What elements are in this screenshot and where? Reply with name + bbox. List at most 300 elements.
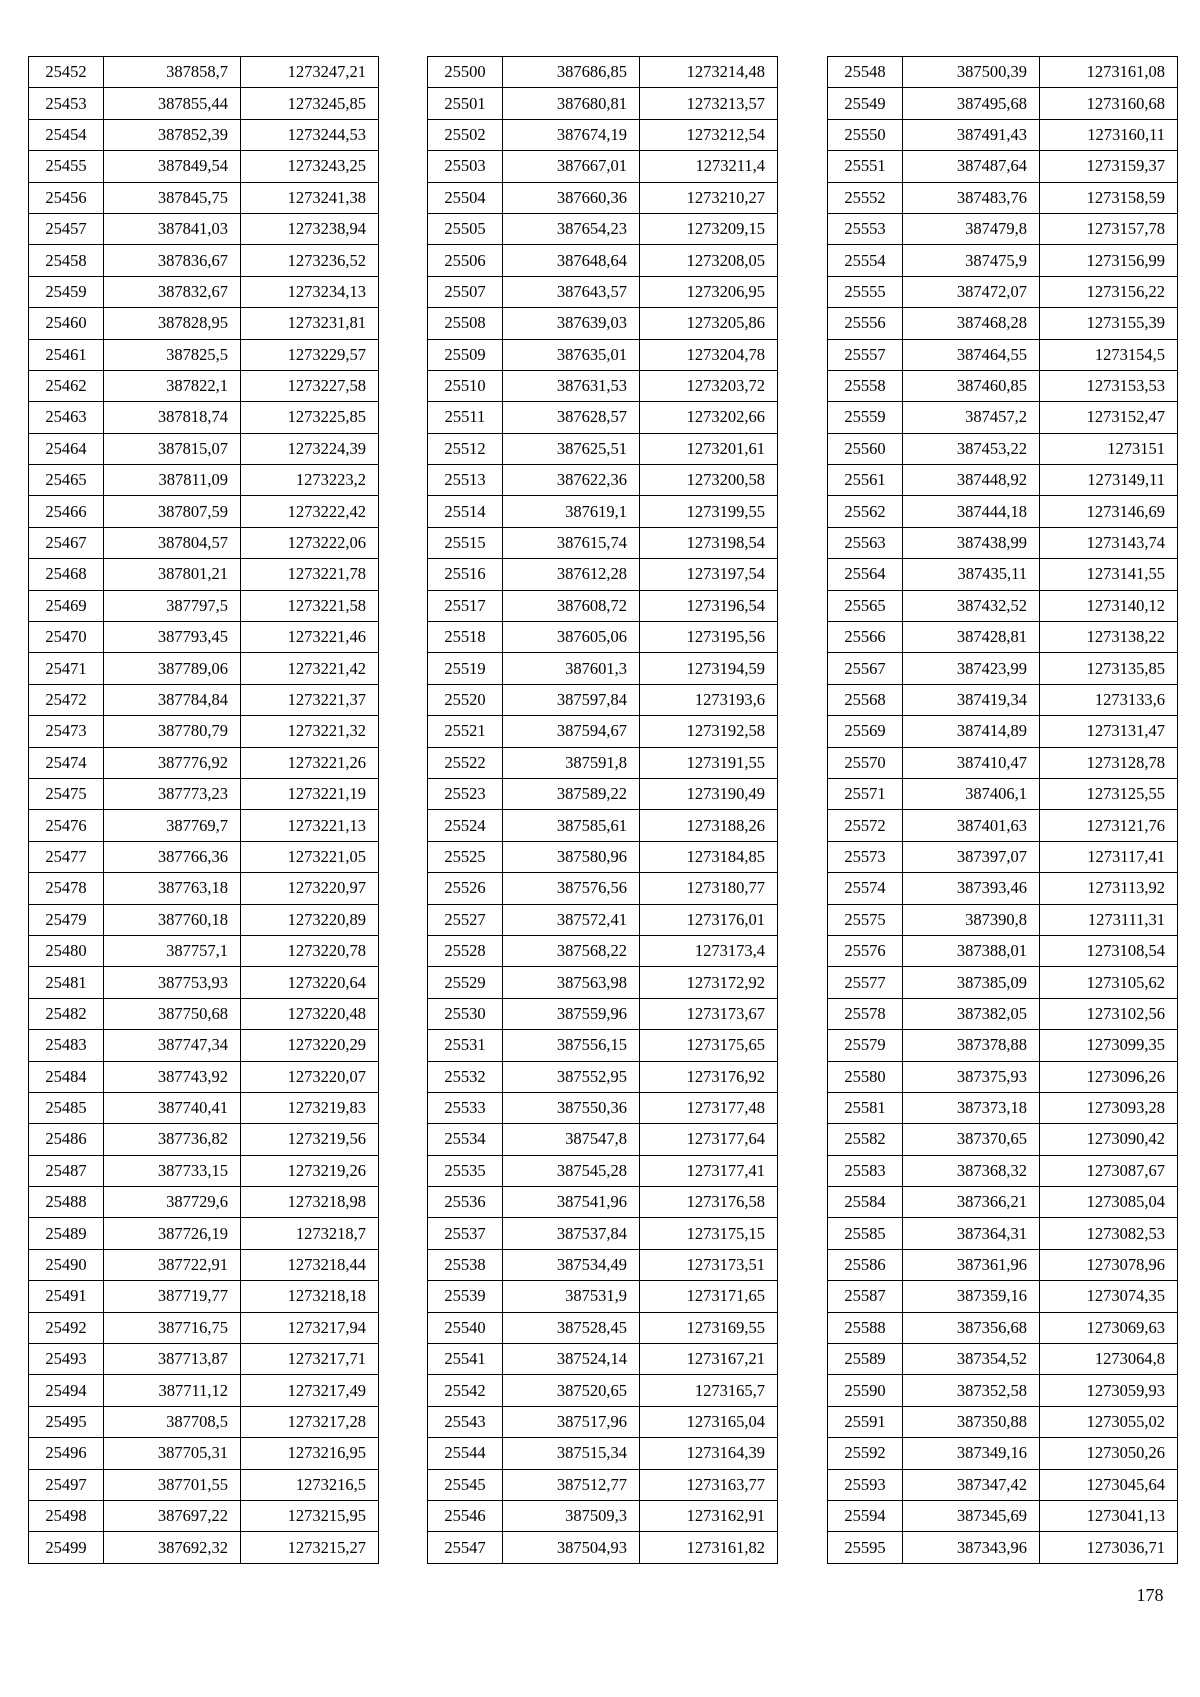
table-row [828,1124,1178,1155]
x-coordinate-cell: 387780,79 [104,716,241,747]
point-id-cell: 25475 [29,778,104,809]
x-coordinate-cell: 387635,01 [503,339,640,370]
point-id-cell: 25522 [428,747,503,778]
point-id-cell: 25498 [29,1500,104,1531]
table-row [828,1061,1178,1092]
y-coordinate-cell: 1273152,47 [1040,402,1178,433]
y-coordinate-cell: 1273059,93 [1040,1375,1178,1406]
x-coordinate-cell: 387361,96 [903,1249,1040,1280]
point-id-cell: 25517 [428,590,503,621]
table-row [428,1500,778,1531]
x-coordinate-cell: 387347,42 [903,1469,1040,1500]
y-coordinate-cell: 1273221,13 [241,810,379,841]
x-coordinate-cell: 387832,67 [104,276,241,307]
point-id-cell: 25543 [428,1406,503,1437]
table-row [29,1061,379,1092]
table-row [828,1375,1178,1406]
x-coordinate-cell: 387713,87 [104,1344,241,1375]
table-row [428,716,778,747]
y-coordinate-cell: 1273217,28 [241,1406,379,1437]
y-coordinate-cell: 1273159,37 [1040,151,1178,182]
point-id-cell: 25547 [428,1532,503,1563]
y-coordinate-cell: 1273141,55 [1040,559,1178,590]
point-id-cell: 25518 [428,622,503,653]
y-coordinate-cell: 1273128,78 [1040,747,1178,778]
point-id-cell: 25529 [428,967,503,998]
y-coordinate-cell: 1273199,55 [640,496,778,527]
y-coordinate-cell: 1273221,32 [241,716,379,747]
y-coordinate-cell: 1273221,42 [241,653,379,684]
table-row [428,1218,778,1249]
y-coordinate-cell: 1273218,7 [241,1218,379,1249]
table-row [428,1124,778,1155]
y-coordinate-cell: 1273209,15 [640,213,778,244]
y-coordinate-cell: 1273180,77 [640,873,778,904]
point-id-cell: 25581 [828,1092,903,1123]
x-coordinate-cell: 387457,2 [903,402,1040,433]
x-coordinate-cell: 387773,23 [104,778,241,809]
y-coordinate-cell: 1273204,78 [640,339,778,370]
point-id-cell: 25590 [828,1375,903,1406]
point-id-cell: 25497 [29,1469,104,1500]
y-coordinate-cell: 1273055,02 [1040,1406,1178,1437]
y-coordinate-cell: 1273195,56 [640,622,778,653]
x-coordinate-cell: 387708,5 [104,1406,241,1437]
point-id-cell: 25504 [428,182,503,213]
y-coordinate-cell: 1273216,5 [241,1469,379,1500]
x-coordinate-cell: 387747,34 [104,1030,241,1061]
point-id-cell: 25466 [29,496,104,527]
x-coordinate-cell: 387515,34 [503,1438,640,1469]
y-coordinate-cell: 1273090,42 [1040,1124,1178,1155]
point-id-cell: 25474 [29,747,104,778]
point-id-cell: 25469 [29,590,104,621]
point-id-cell: 25480 [29,935,104,966]
x-coordinate-cell: 387475,9 [903,245,1040,276]
table-row [428,590,778,621]
point-id-cell: 25460 [29,308,104,339]
x-coordinate-cell: 387855,44 [104,88,241,119]
table-row [828,88,1178,119]
y-coordinate-cell: 1273082,53 [1040,1218,1178,1249]
x-coordinate-cell: 387472,07 [903,276,1040,307]
point-id-cell: 25477 [29,841,104,872]
point-id-cell: 25487 [29,1155,104,1186]
table-row [29,151,379,182]
point-id-cell: 25586 [828,1249,903,1280]
point-id-cell: 25556 [828,308,903,339]
x-coordinate-cell: 387563,98 [503,967,640,998]
table-row [428,1187,778,1218]
table-row [428,1532,778,1563]
x-coordinate-cell: 387444,18 [903,496,1040,527]
table-row [828,590,1178,621]
point-id-cell: 25478 [29,873,104,904]
y-coordinate-cell: 1273201,61 [640,433,778,464]
y-coordinate-cell: 1273206,95 [640,276,778,307]
table-row [29,57,379,88]
y-coordinate-cell: 1273151 [1040,433,1178,464]
y-coordinate-cell: 1273172,92 [640,967,778,998]
point-id-cell: 25499 [29,1532,104,1563]
x-coordinate-cell: 387435,11 [903,559,1040,590]
x-coordinate-cell: 387585,61 [503,810,640,841]
x-coordinate-cell: 387460,85 [903,370,1040,401]
table-row [29,527,379,558]
table-row [828,1344,1178,1375]
point-id-cell: 25568 [828,684,903,715]
table-row [828,1218,1178,1249]
point-id-cell: 25502 [428,119,503,150]
table-row [828,873,1178,904]
table-row [29,308,379,339]
y-coordinate-cell: 1273156,99 [1040,245,1178,276]
y-coordinate-cell: 1273220,48 [241,998,379,1029]
point-id-cell: 25510 [428,370,503,401]
x-coordinate-cell: 387359,16 [903,1281,1040,1312]
point-id-cell: 25538 [428,1249,503,1280]
x-coordinate-cell: 387559,96 [503,998,640,1029]
y-coordinate-cell: 1273064,8 [1040,1344,1178,1375]
point-id-cell: 25580 [828,1061,903,1092]
x-coordinate-cell: 387801,21 [104,559,241,590]
x-coordinate-cell: 387858,7 [104,57,241,88]
y-coordinate-cell: 1273161,82 [640,1532,778,1563]
table-row [828,496,1178,527]
x-coordinate-cell: 387841,03 [104,213,241,244]
table-row [428,1344,778,1375]
point-id-cell: 25481 [29,967,104,998]
y-coordinate-cell: 1273192,58 [640,716,778,747]
y-coordinate-cell: 1273198,54 [640,527,778,558]
y-coordinate-cell: 1273222,06 [241,527,379,558]
x-coordinate-cell: 387776,92 [104,747,241,778]
x-coordinate-cell: 387580,96 [503,841,640,872]
table-row [828,778,1178,809]
y-coordinate-cell: 1273177,64 [640,1124,778,1155]
point-id-cell: 25565 [828,590,903,621]
x-coordinate-cell: 387608,72 [503,590,640,621]
point-id-cell: 25576 [828,935,903,966]
point-id-cell: 25535 [428,1155,503,1186]
y-coordinate-cell: 1273223,2 [241,465,379,496]
table-row [29,622,379,653]
point-id-cell: 25489 [29,1218,104,1249]
coordinate-table-3 [827,56,1178,1564]
coordinate-table-body [828,57,1178,1564]
y-coordinate-cell: 1273197,54 [640,559,778,590]
x-coordinate-cell: 387468,28 [903,308,1040,339]
table-row [29,778,379,809]
point-id-cell: 25557 [828,339,903,370]
x-coordinate-cell: 387605,06 [503,622,640,653]
table-row [428,1406,778,1437]
table-row [428,402,778,433]
table-row [29,433,379,464]
point-id-cell: 25553 [828,213,903,244]
x-coordinate-cell: 387622,36 [503,465,640,496]
table-row [29,88,379,119]
table-row [29,213,379,244]
y-coordinate-cell: 1273135,85 [1040,653,1178,684]
point-id-cell: 25458 [29,245,104,276]
point-id-cell: 25573 [828,841,903,872]
x-coordinate-cell: 387487,64 [903,151,1040,182]
table-row [29,182,379,213]
x-coordinate-cell: 387643,57 [503,276,640,307]
y-coordinate-cell: 1273221,78 [241,559,379,590]
x-coordinate-cell: 387733,15 [104,1155,241,1186]
y-coordinate-cell: 1273220,89 [241,904,379,935]
point-id-cell: 25593 [828,1469,903,1500]
y-coordinate-cell: 1273078,96 [1040,1249,1178,1280]
point-id-cell: 25575 [828,904,903,935]
table-row [828,559,1178,590]
y-coordinate-cell: 1273096,26 [1040,1061,1178,1092]
x-coordinate-cell: 387591,8 [503,747,640,778]
point-id-cell: 25492 [29,1312,104,1343]
table-row [29,1500,379,1531]
y-coordinate-cell: 1273171,65 [640,1281,778,1312]
table-row [828,1092,1178,1123]
x-coordinate-cell: 387366,21 [903,1187,1040,1218]
point-id-cell: 25520 [428,684,503,715]
table-row [428,810,778,841]
y-coordinate-cell: 1273218,18 [241,1281,379,1312]
table-row [828,151,1178,182]
point-id-cell: 25516 [428,559,503,590]
point-id-cell: 25587 [828,1281,903,1312]
point-id-cell: 25546 [428,1500,503,1531]
point-id-cell: 25511 [428,402,503,433]
table-row [828,998,1178,1029]
x-coordinate-cell: 387825,5 [104,339,241,370]
y-coordinate-cell: 1273160,11 [1040,119,1178,150]
point-id-cell: 25585 [828,1218,903,1249]
y-coordinate-cell: 1273102,56 [1040,998,1178,1029]
point-id-cell: 25459 [29,276,104,307]
y-coordinate-cell: 1273202,66 [640,402,778,433]
point-id-cell: 25519 [428,653,503,684]
x-coordinate-cell: 387373,18 [903,1092,1040,1123]
x-coordinate-cell: 387836,67 [104,245,241,276]
point-id-cell: 25574 [828,873,903,904]
point-id-cell: 25525 [428,841,503,872]
y-coordinate-cell: 1273041,13 [1040,1500,1178,1531]
x-coordinate-cell: 387552,95 [503,1061,640,1092]
table-row [29,1187,379,1218]
x-coordinate-cell: 387370,65 [903,1124,1040,1155]
table-row [428,245,778,276]
y-coordinate-cell: 1273244,53 [241,119,379,150]
table-row [29,370,379,401]
y-coordinate-cell: 1273154,5 [1040,339,1178,370]
point-id-cell: 25476 [29,810,104,841]
y-coordinate-cell: 1273050,26 [1040,1438,1178,1469]
table-row [828,57,1178,88]
x-coordinate-cell: 387419,34 [903,684,1040,715]
x-coordinate-cell: 387722,91 [104,1249,241,1280]
table-row [29,119,379,150]
x-coordinate-cell: 387818,74 [104,402,241,433]
x-coordinate-cell: 387631,53 [503,370,640,401]
y-coordinate-cell: 1273149,11 [1040,465,1178,496]
y-coordinate-cell: 1273191,55 [640,747,778,778]
x-coordinate-cell: 387491,43 [903,119,1040,150]
x-coordinate-cell: 387483,76 [903,182,1040,213]
x-coordinate-cell: 387545,28 [503,1155,640,1186]
table-row [428,433,778,464]
x-coordinate-cell: 387378,88 [903,1030,1040,1061]
y-coordinate-cell: 1273190,49 [640,778,778,809]
x-coordinate-cell: 387572,41 [503,904,640,935]
y-coordinate-cell: 1273160,68 [1040,88,1178,119]
y-coordinate-cell: 1273229,57 [241,339,379,370]
point-id-cell: 25560 [828,433,903,464]
table-row [29,684,379,715]
point-id-cell: 25484 [29,1061,104,1092]
y-coordinate-cell: 1273074,35 [1040,1281,1178,1312]
y-coordinate-cell: 1273220,64 [241,967,379,998]
x-coordinate-cell: 387534,49 [503,1249,640,1280]
table-row [828,1281,1178,1312]
y-coordinate-cell: 1273108,54 [1040,935,1178,966]
point-id-cell: 25544 [428,1438,503,1469]
point-id-cell: 25562 [828,496,903,527]
y-coordinate-cell: 1273208,05 [640,245,778,276]
table-row [428,308,778,339]
point-id-cell: 25527 [428,904,503,935]
x-coordinate-cell: 387448,92 [903,465,1040,496]
point-id-cell: 25564 [828,559,903,590]
table-row [29,1344,379,1375]
point-id-cell: 25552 [828,182,903,213]
table-row [828,904,1178,935]
y-coordinate-cell: 1273222,42 [241,496,379,527]
y-coordinate-cell: 1273158,59 [1040,182,1178,213]
y-coordinate-cell: 1273227,58 [241,370,379,401]
x-coordinate-cell: 387401,63 [903,810,1040,841]
coordinate-table-body [29,57,379,1564]
point-id-cell: 25472 [29,684,104,715]
point-id-cell: 25548 [828,57,903,88]
point-id-cell: 25513 [428,465,503,496]
x-coordinate-cell: 387726,19 [104,1218,241,1249]
x-coordinate-cell: 387845,75 [104,182,241,213]
y-coordinate-cell: 1273113,92 [1040,873,1178,904]
point-id-cell: 25533 [428,1092,503,1123]
point-id-cell: 25541 [428,1344,503,1375]
x-coordinate-cell: 387625,51 [503,433,640,464]
table-row [29,841,379,872]
y-coordinate-cell: 1273215,27 [241,1532,379,1563]
table-row [428,935,778,966]
table-row [828,119,1178,150]
table-row [828,622,1178,653]
x-coordinate-cell: 387736,82 [104,1124,241,1155]
x-coordinate-cell: 387750,68 [104,998,241,1029]
point-id-cell: 25479 [29,904,104,935]
y-coordinate-cell: 1273131,47 [1040,716,1178,747]
table-row [428,1249,778,1280]
x-coordinate-cell: 387757,1 [104,935,241,966]
x-coordinate-cell: 387556,15 [503,1030,640,1061]
table-row [428,465,778,496]
table-row [428,339,778,370]
point-id-cell: 25550 [828,119,903,150]
table-row [828,1532,1178,1563]
table-row [428,559,778,590]
point-id-cell: 25456 [29,182,104,213]
table-row [428,1438,778,1469]
y-coordinate-cell: 1273165,7 [640,1375,778,1406]
point-id-cell: 25453 [29,88,104,119]
table-row [29,1281,379,1312]
point-id-cell: 25486 [29,1124,104,1155]
table-row [428,213,778,244]
x-coordinate-cell: 387520,65 [503,1375,640,1406]
x-coordinate-cell: 387550,36 [503,1092,640,1123]
coordinate-table-2 [427,56,778,1564]
y-coordinate-cell: 1273231,81 [241,308,379,339]
point-id-cell: 25528 [428,935,503,966]
x-coordinate-cell: 387804,57 [104,527,241,558]
table-row [428,998,778,1029]
table-row [29,1155,379,1186]
table-row [828,967,1178,998]
table-row [428,684,778,715]
y-coordinate-cell: 1273224,39 [241,433,379,464]
x-coordinate-cell: 387716,75 [104,1312,241,1343]
table-row [428,904,778,935]
y-coordinate-cell: 1273173,4 [640,935,778,966]
point-id-cell: 25473 [29,716,104,747]
y-coordinate-cell: 1273121,76 [1040,810,1178,841]
y-coordinate-cell: 1273099,35 [1040,1030,1178,1061]
table-row [828,1406,1178,1437]
x-coordinate-cell: 387509,3 [503,1500,640,1531]
table-row [828,182,1178,213]
x-coordinate-cell: 387547,8 [503,1124,640,1155]
table-row [828,1030,1178,1061]
y-coordinate-cell: 1273218,98 [241,1187,379,1218]
x-coordinate-cell: 387385,09 [903,967,1040,998]
y-coordinate-cell: 1273212,54 [640,119,778,150]
y-coordinate-cell: 1273194,59 [640,653,778,684]
point-id-cell: 25526 [428,873,503,904]
x-coordinate-cell: 387414,89 [903,716,1040,747]
point-id-cell: 25507 [428,276,503,307]
y-coordinate-cell: 1273221,05 [241,841,379,872]
x-coordinate-cell: 387743,92 [104,1061,241,1092]
y-coordinate-cell: 1273221,26 [241,747,379,778]
x-coordinate-cell: 387612,28 [503,559,640,590]
x-coordinate-cell: 387729,6 [104,1187,241,1218]
x-coordinate-cell: 387793,45 [104,622,241,653]
x-coordinate-cell: 387769,7 [104,810,241,841]
point-id-cell: 25452 [29,57,104,88]
point-id-cell: 25462 [29,370,104,401]
table-row [428,967,778,998]
y-coordinate-cell: 1273247,21 [241,57,379,88]
x-coordinate-cell: 387500,39 [903,57,1040,88]
point-id-cell: 25561 [828,465,903,496]
x-coordinate-cell: 387375,93 [903,1061,1040,1092]
y-coordinate-cell: 1273036,71 [1040,1532,1178,1563]
point-id-cell: 25514 [428,496,503,527]
point-id-cell: 25558 [828,370,903,401]
point-id-cell: 25595 [828,1532,903,1563]
